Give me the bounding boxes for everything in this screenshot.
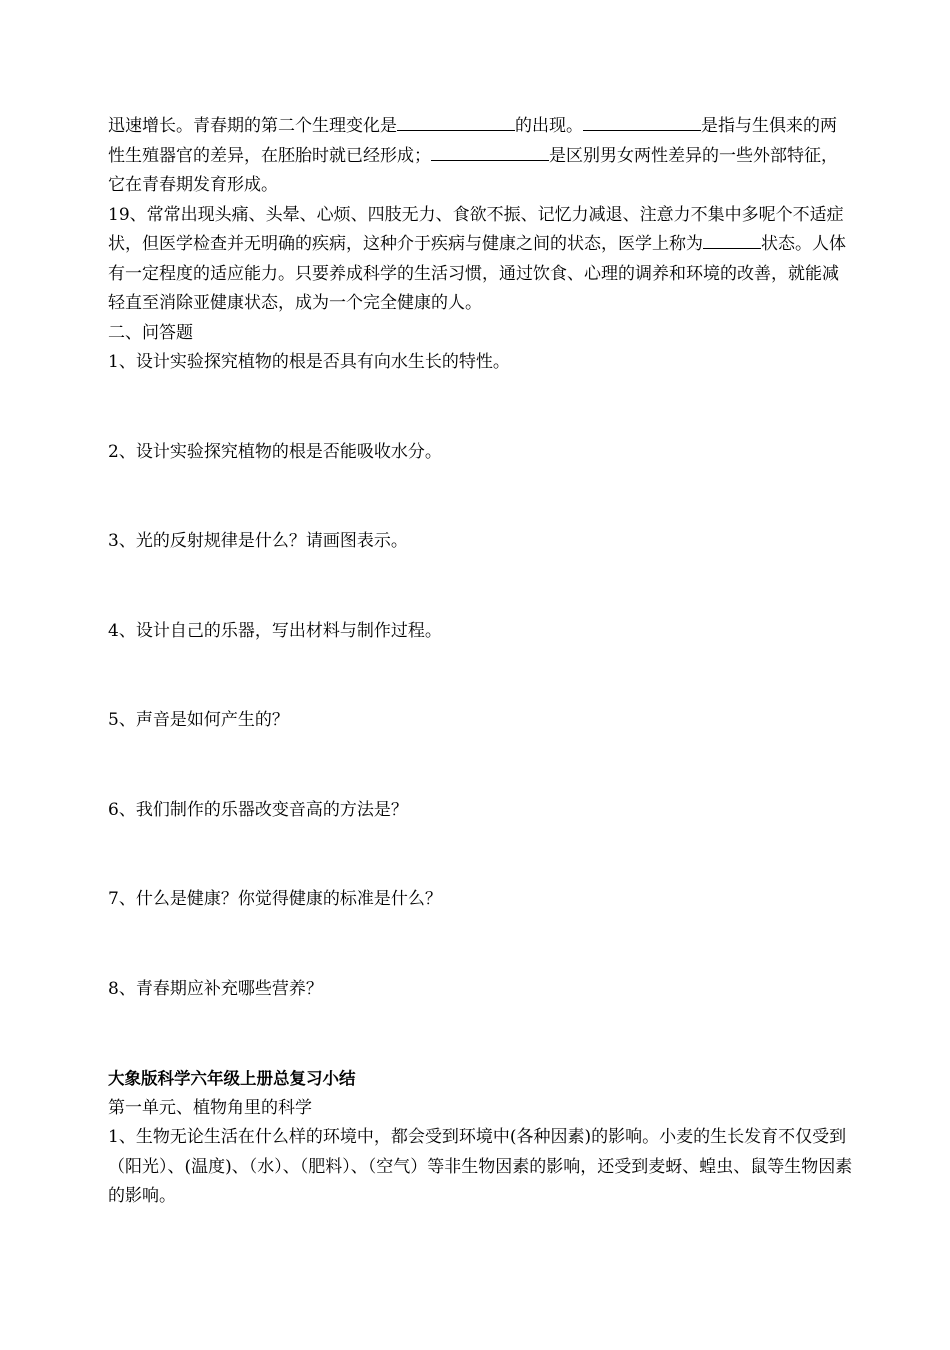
fill-blank-1 [397, 112, 515, 131]
question-4: 4、设计自己的乐器，写出材料与制作过程。 [108, 620, 442, 641]
answer-space-7 [108, 915, 853, 975]
answer-space-2 [108, 467, 853, 527]
answer-space-3 [108, 557, 853, 617]
fill-blank-4 [703, 230, 761, 249]
fill-blank-2 [583, 112, 701, 131]
item-19-text-2: 状态。人体有一定程度的适应能力。只要养成科学的生活习惯，通过饮食、心理的调养和环境的改善，就能减轻直至消除亚健康状态，成为一个完全健康的人。 [108, 234, 846, 313]
answer-space-8 [108, 1004, 853, 1064]
item-19-text-1: 19、常常出现头痛、头晕、心烦、四肢无力、食欲不振、记忆力减退、注意力不集中多呢个不适症状，但医学检查并无明确的疾病，这种介于疾病与健康之间的状态，医学上称为 [108, 204, 844, 254]
question-6: 6、我们制作的乐器改变音高的方法是？ [108, 799, 408, 820]
fill-blank-3 [431, 142, 549, 161]
question-1: 1、设计实验探究植物的根是否具有向水生长的特性。 [108, 352, 510, 372]
question-2: 2、设计实验探究植物的根是否能吸收水分。 [108, 441, 442, 462]
intro-text-2: 的出现。 [515, 116, 583, 136]
unit-1-point-1: 1、生物无论生活在什么样的环境中，都会受到环境中(各种因素)的影响。小麦的生长发育不仅受到（阳光）、(温度)、（水）、（肥料）、（空气）等非生物因素的影响，还受到麦蚜、蝗虫、鼠等生物因素的影响。 [108, 1127, 853, 1206]
intro-text-4: 是区别男女两性差异的一些外部特征，它在青春期发育形成。 [108, 145, 838, 195]
question-7: 7、什么是健康？你觉得健康的标准是什么？ [108, 889, 442, 909]
intro-text-3: 是指与生俱来的两性生殖器官的差异，在胚胎时就已经形成； [108, 116, 837, 166]
intro-text-1: 迅速增长。青春期的第二个生理变化是 [108, 116, 397, 136]
intro-paragraph [108, 112, 853, 201]
answer-space-4 [108, 646, 853, 706]
answer-space-6 [108, 825, 853, 885]
answer-space-5 [108, 736, 853, 796]
question-3: 3、光的反射规律是什么？请画图表示。 [108, 531, 408, 551]
answer-space-1 [108, 378, 853, 438]
unit-1-heading: 第一单元、植物角里的科学 [108, 1097, 312, 1118]
summary-title: 大象版科学六年级上册总复习小结 [108, 1069, 356, 1088]
item-19-paragraph [108, 201, 853, 319]
section-2-heading: 二、问答题 [108, 322, 193, 343]
question-8: 8、青春期应补充哪些营养？ [108, 978, 323, 999]
document-page [108, 112, 853, 1212]
question-5: 5、声音是如何产生的？ [108, 710, 289, 730]
